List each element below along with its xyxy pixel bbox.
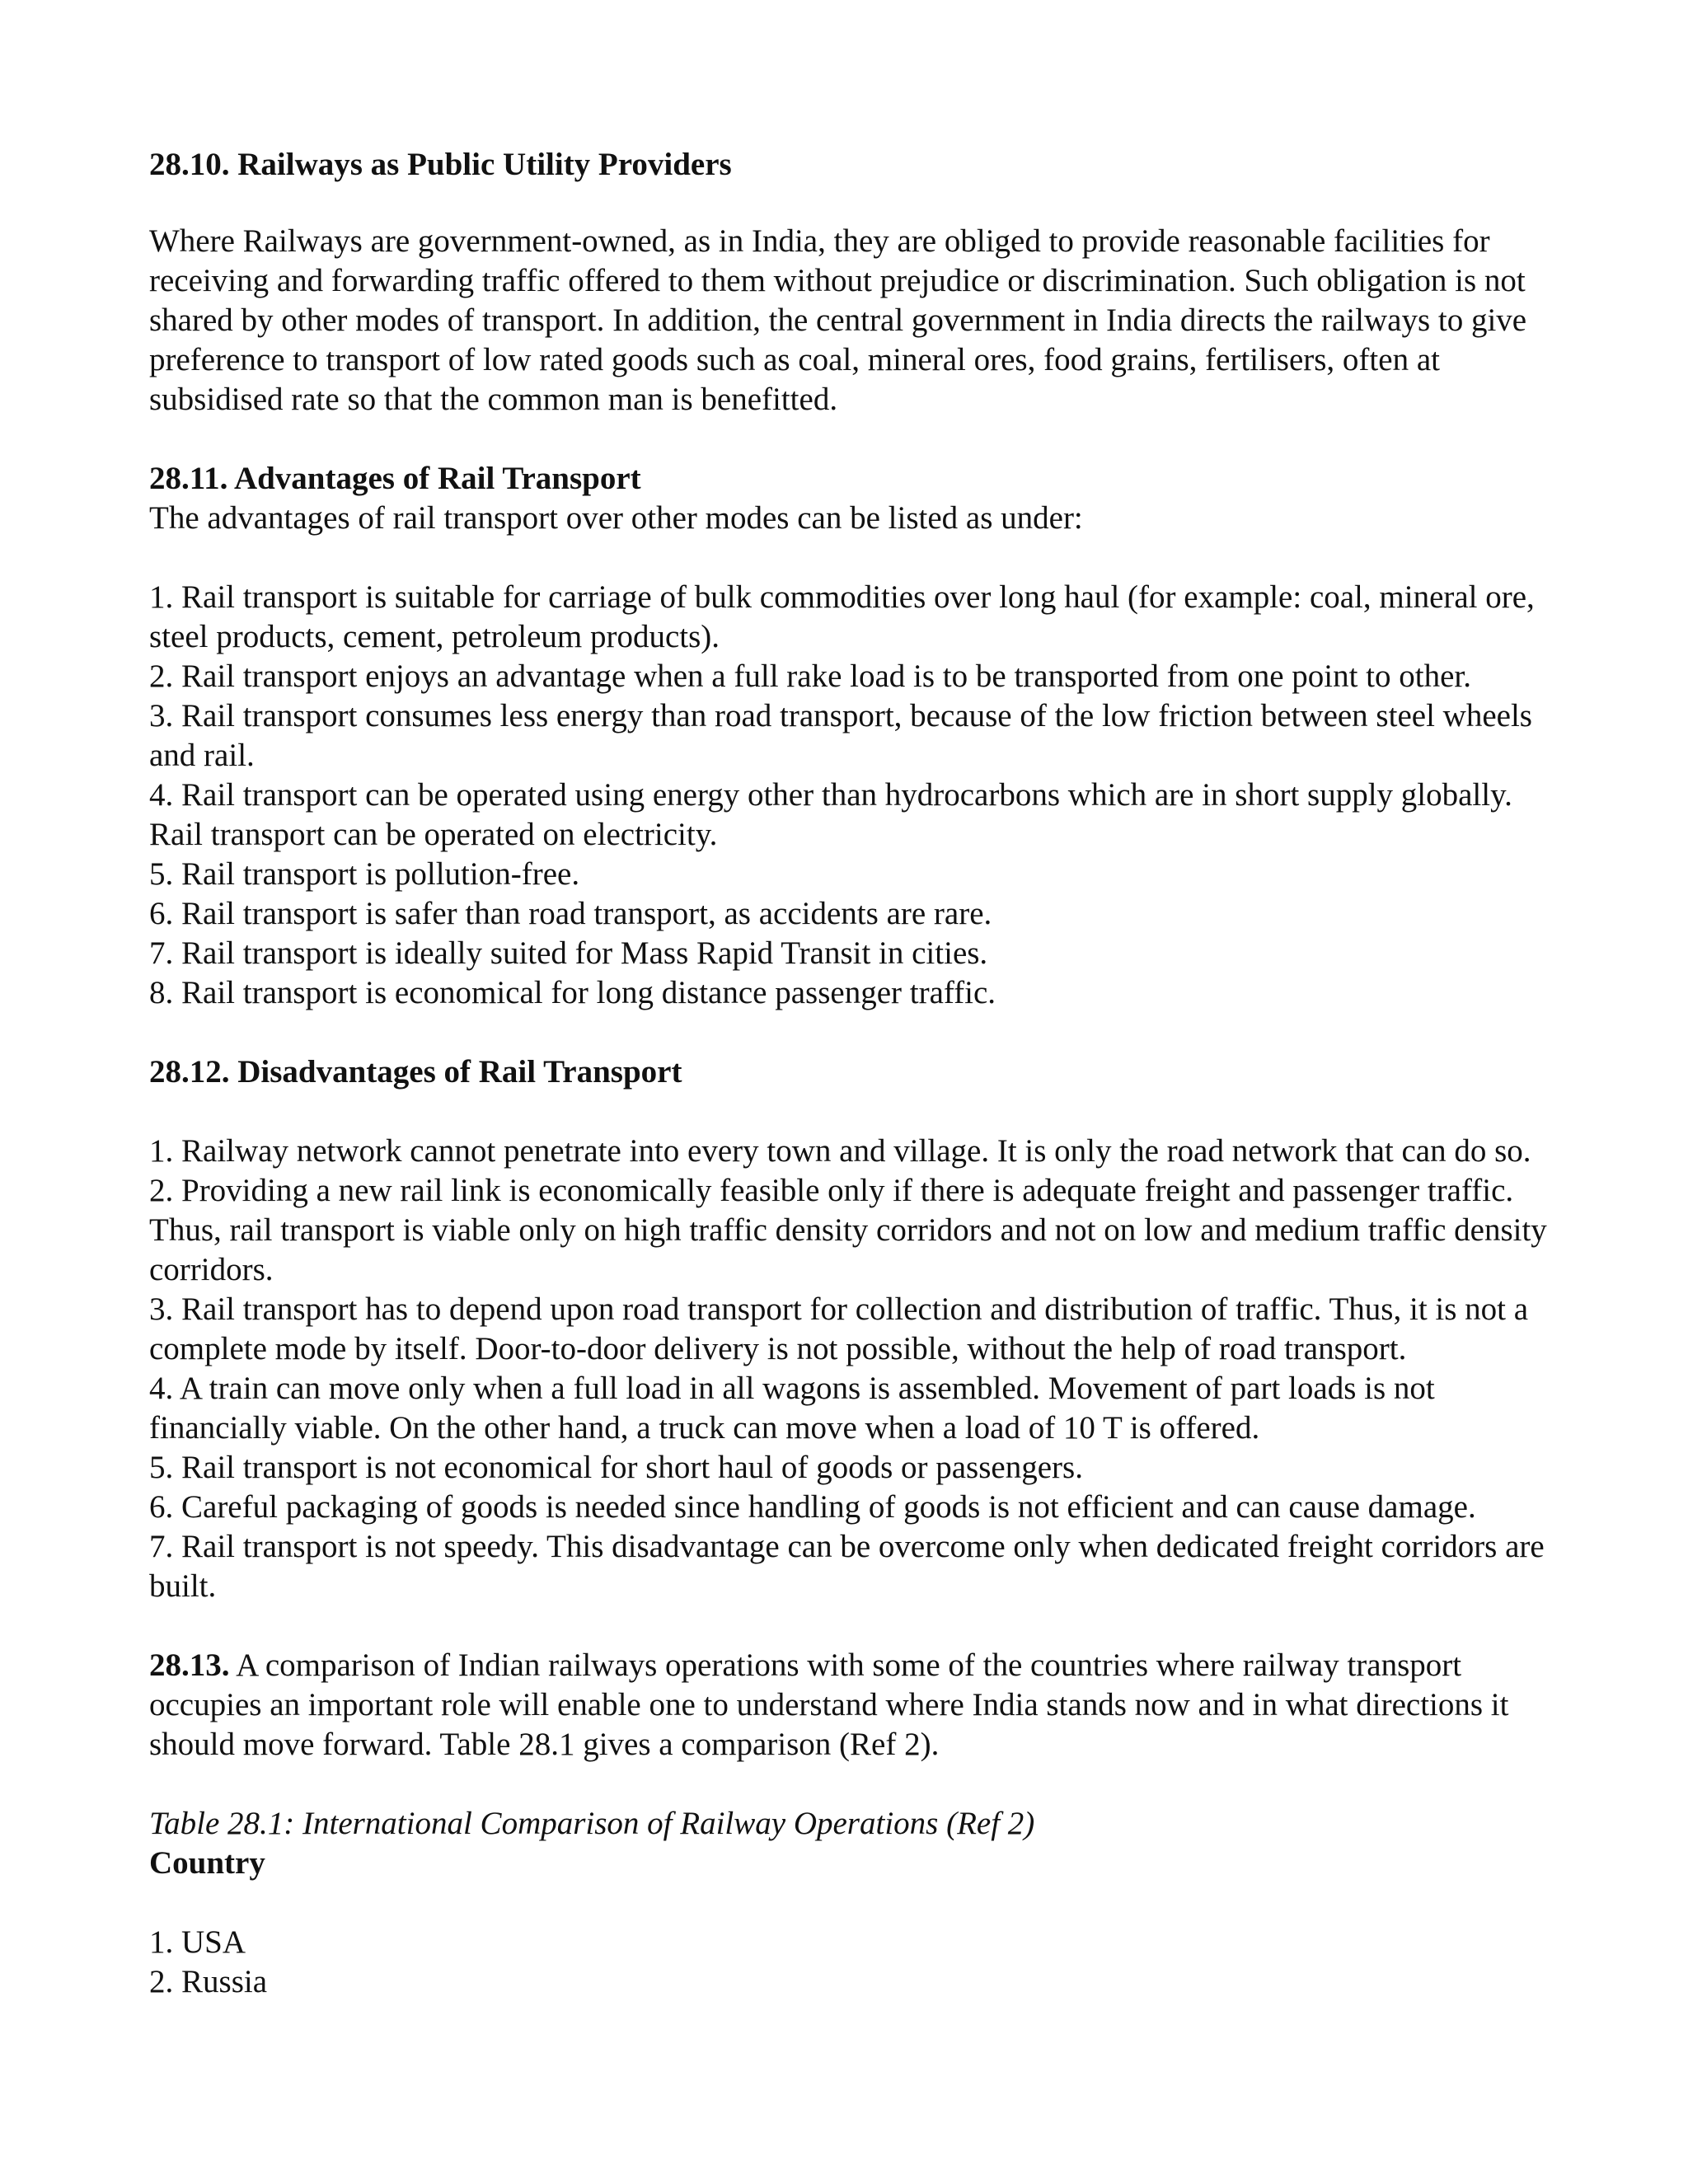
- list-item: 2. Rail transport enjoys an advantage when a full rake load is to be transported from one point to other.: [149, 658, 1471, 694]
- list-item: 7. Rail transport is ideally suited for Mass Rapid Transit in cities.: [149, 935, 988, 971]
- list-item: 3. Rail transport has to depend upon road transport for collection and distribution of traffic. Thus, it is not a complete mode by itself. Door-to-door delivery is not possible, without the help of road transport.: [149, 1291, 1529, 1366]
- table-column-header-country: Country: [149, 1845, 265, 1881]
- advantages-list: [149, 578, 1550, 1013]
- list-item: 4. Rail transport can be operated using energy other than hydrocarbons which are in short supply globally. Rail transport can be operated on electricity.: [149, 777, 1512, 852]
- list-item: 7. Rail transport is not speedy. This disadvantage can be overcome only when dedicated freight corridors are built.: [149, 1529, 1545, 1604]
- disadvantages-list: [149, 1132, 1550, 1606]
- section-paragraph-28-10: Where Railways are government-owned, as in India, they are obliged to provide reasonable facilities for receiving and forwarding traffic offered to them without prejudice or discrimination. Such obligation is not shared by other modes of transport. In addition, the central government in India directs the railways to give preference to transport of low rated goods such as coal, mineral ores, food grains, fertilisers, often at subsidised rate so that the common man is benefitted.: [149, 223, 1527, 417]
- list-item: 5. Rail transport is not economical for short haul of goods or passengers.: [149, 1450, 1083, 1485]
- section-number-28-13: 28.13.: [149, 1647, 230, 1683]
- document-page: [149, 145, 1550, 2002]
- list-item: 6. Careful packaging of goods is needed since handling of goods is not efficient and can cause damage.: [149, 1489, 1476, 1525]
- list-item: 3. Rail transport consumes less energy than road transport, because of the low friction between steel wheels and rail.: [149, 698, 1532, 773]
- section-text-28-13: A comparison of Indian railways operations with some of the countries where railway transport occupies an important role will enable one to understand where India stands now and in what directions it should move forward. Table 28.1 gives a comparison (Ref 2).: [149, 1647, 1509, 1762]
- section-heading-28-12: 28.12. Disadvantages of Rail Transport: [149, 1054, 682, 1090]
- list-item: 8. Rail transport is economical for long distance passenger traffic.: [149, 975, 996, 1010]
- country-list: [149, 1923, 1550, 2002]
- list-item: 6. Rail transport is safer than road transport, as accidents are rare.: [149, 896, 992, 931]
- list-item: 4. A train can move only when a full load in all wagons is assembled. Movement of part loads is not financially viable. On the other hand, a truck can move when a load of 10 T is offered.: [149, 1371, 1435, 1446]
- section-heading-28-10: 28.10. Railways as Public Utility Providers: [149, 147, 732, 182]
- section-paragraph-28-13: [149, 1646, 1550, 1765]
- section-intro-28-11: The advantages of rail transport over other modes can be listed as under:: [149, 500, 1083, 536]
- list-item: 1. Rail transport is suitable for carriage of bulk commodities over long haul (for example: coal, mineral ore, steel products, cement, petroleum products).: [149, 579, 1535, 654]
- section-heading-28-11: 28.11. Advantages of Rail Transport: [149, 461, 641, 496]
- table-row: 2. Russia: [149, 1964, 268, 1999]
- list-item: 5. Rail transport is pollution-free.: [149, 856, 580, 892]
- table-caption: Table 28.1: International Comparison of Railway Operations (Ref 2): [149, 1806, 1035, 1841]
- table-row: 1. USA: [149, 1924, 246, 1960]
- list-item: 1. Railway network cannot penetrate into every town and village. It is only the road network that can do so.: [149, 1133, 1531, 1169]
- list-item: 2. Providing a new rail link is economically feasible only if there is adequate freight and passenger traffic. Thus, rail transport is viable only on high traffic density corridors and not on low and medium traffic density corridors.: [149, 1173, 1547, 1287]
